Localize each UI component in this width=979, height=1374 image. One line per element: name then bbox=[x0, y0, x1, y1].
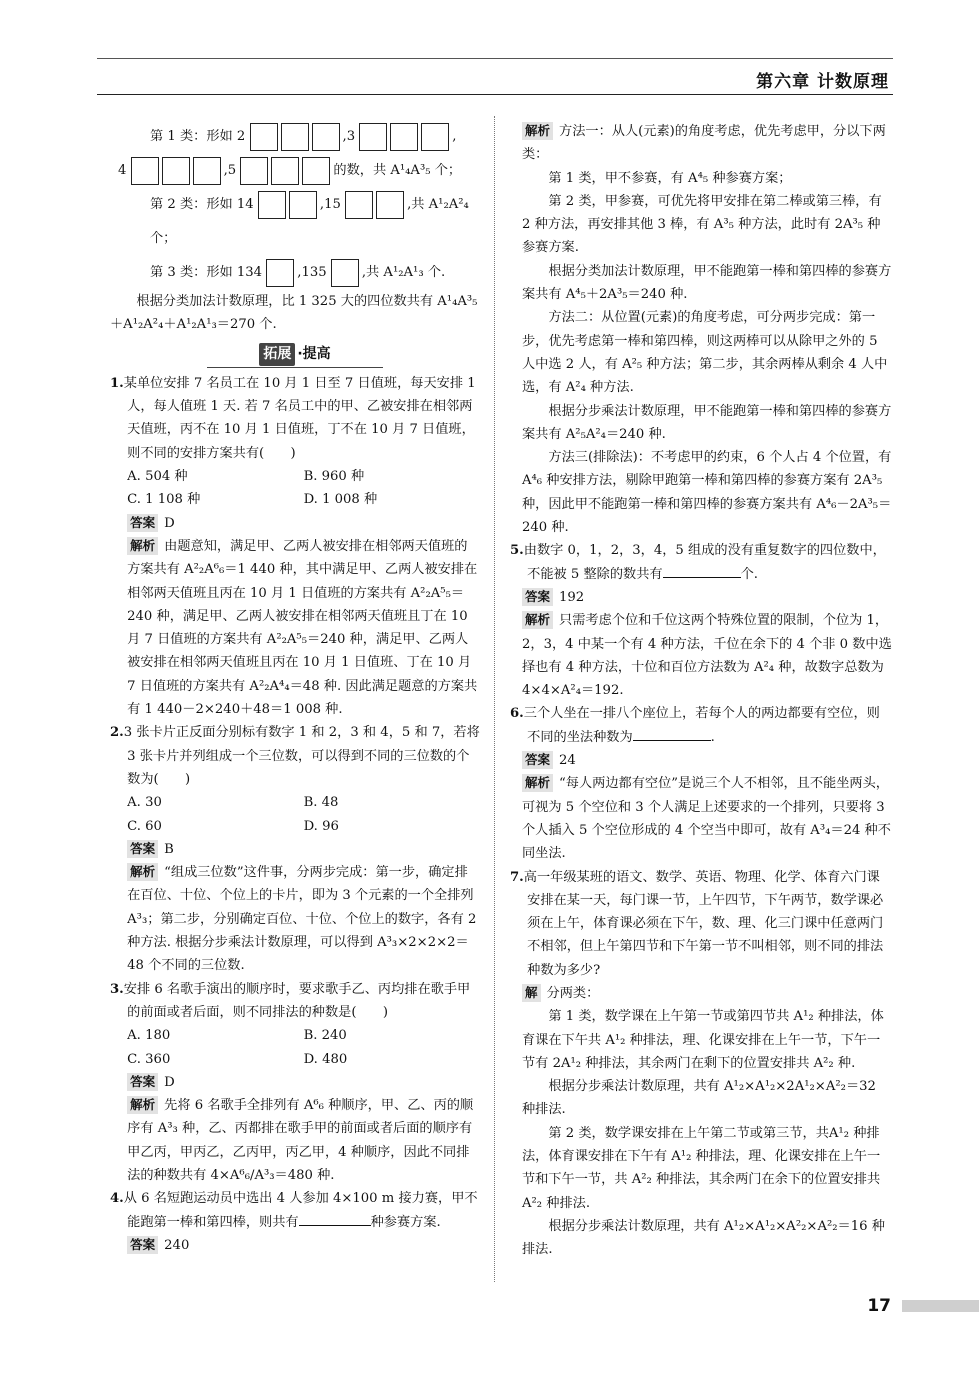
digit-box bbox=[193, 157, 221, 185]
case1-row2 bbox=[110, 154, 480, 188]
header-rule-bottom bbox=[97, 94, 893, 95]
chapter-title: 第六章 计数原理 bbox=[756, 72, 889, 92]
q7-case2-summary: 根据分步乘法计数原理，共有 A¹₂×A¹₂×A²₂×A²₂＝16 种排法. bbox=[522, 1218, 885, 1258]
question-stem: 三个人坐在一排八个座位上，若每个人的两边都要有空位，则不同的坐法种数为 bbox=[523, 706, 880, 745]
page-number: 17 bbox=[867, 1296, 891, 1316]
case3-row bbox=[110, 256, 480, 290]
q7-case1-summary: 根据分步乘法计数原理，共有 A¹₂×A¹₂×2A¹₂×A²₂＝32 种排法. bbox=[522, 1079, 876, 1118]
analysis-tag: 解析 bbox=[127, 1096, 158, 1114]
question-5 bbox=[510, 539, 892, 586]
analysis-text: “组成三位数”这件事，分两步完成：第一步，确定排在百位、十位、个位上的卡片，即为 3 个元素的一个全排列 A³₃；第二步，分别确定百位、十位、个位上的数字，各有 2 种方法. 根据分步乘法计数原理，可以得到 A³₃×2×2×2＝48 个不同的三位数. bbox=[127, 865, 477, 974]
answer-tag: 答案 bbox=[127, 1236, 158, 1254]
q4-m1-summary: 根据分类加法计数原理，甲不能跑第一棒和第四棒的参赛方案共有 A⁴₅＋2A³₅＝240 种. bbox=[522, 263, 892, 303]
digit-box bbox=[390, 123, 418, 151]
q1-options-row1 bbox=[110, 465, 480, 488]
question-6 bbox=[510, 702, 892, 749]
section-heading bbox=[110, 343, 480, 368]
answer-blank bbox=[299, 1225, 371, 1226]
case1-row1 bbox=[110, 120, 480, 154]
case3-text-b: ,135 bbox=[297, 265, 327, 280]
answer-tag: 答案 bbox=[127, 514, 158, 532]
analysis-tag: 解析 bbox=[127, 537, 158, 555]
option-d: D. 480 bbox=[303, 1051, 348, 1067]
case1-text-d: 4 bbox=[118, 163, 127, 178]
case2-text-b: ,15 bbox=[319, 197, 341, 212]
q7-case2: 第 2 类，数学课安排在上午第二节或第三节，共A¹₂ 种排法，体育课安排在下午有 A¹₂ 种排法，理、化课安排在上午一节和下午一节，共 A²₂ 种排法，其余两门在余下的位置安排共 A²₂ 种排法. bbox=[522, 1125, 881, 1211]
question-3 bbox=[110, 978, 480, 1025]
option-a: A. 180 bbox=[127, 1028, 171, 1044]
option-c: C. 360 bbox=[127, 1051, 171, 1067]
q1-options-row2 bbox=[110, 488, 480, 511]
question-1 bbox=[110, 372, 480, 465]
q6-answer bbox=[522, 749, 892, 772]
case1-text-b: ,3 bbox=[342, 129, 356, 144]
question-number: 2. bbox=[110, 725, 124, 741]
q2-analysis bbox=[110, 861, 480, 977]
q6-analysis bbox=[522, 772, 892, 865]
q4-analysis-m1 bbox=[522, 120, 892, 167]
case2-row bbox=[110, 188, 480, 256]
header-rule-top bbox=[97, 58, 893, 59]
case1-text-a: 第 1 类：形如 2 bbox=[150, 129, 246, 144]
option-c: C. 60 bbox=[127, 818, 162, 834]
analysis-tag: 解析 bbox=[522, 122, 553, 140]
q1-answer bbox=[110, 512, 480, 535]
digit-box bbox=[421, 123, 449, 151]
q4-m3: 方法三(排除法)：不考虑甲的约束，6 个人占 4 个位置，有 A⁴₆ 种安排方法，剔除甲跑第一棒和第四棒的参赛方案有 2A³₅ 种，因此甲不能跑第一棒和第四棒的参赛方案共有 A⁴₆－2A³₅＝240 种. bbox=[522, 450, 892, 536]
question-4 bbox=[110, 1187, 480, 1234]
option-d: D. 1 008 种 bbox=[303, 492, 378, 508]
question-number: 3. bbox=[110, 981, 124, 997]
case1-text-c: , bbox=[452, 129, 457, 144]
q1-analysis bbox=[110, 535, 480, 721]
option-a: A. 504 种 bbox=[127, 469, 188, 485]
answer-tag: 答案 bbox=[522, 751, 553, 769]
question-stem: 高一年级某班的语文、数学、英语、物理、化学、体育六门课安排在某一天，每门课一节，上午四节，下午两节，数学课必须在上午，体育课必须在下午，数、理、化三门课中任意两门不相邻，但上午第四节和下午第一节不叫相邻，则不同的排法种数为多少? bbox=[523, 869, 884, 978]
answer-tag: 答案 bbox=[127, 840, 158, 858]
analysis-text: 只需考虑个位和千位这两个特殊位置的限制，个位为 1，2，3，4 中某一个有 4 种方法，千位在余下的 4 个非 0 数中选择也有 4 种方法，十位和百位方法数为 A²₄ 种，故数字总数为 4×4×A²₄＝192. bbox=[522, 613, 892, 699]
digit-box bbox=[345, 191, 373, 219]
column-divider bbox=[494, 116, 495, 1282]
digit-box bbox=[289, 191, 317, 219]
case2-text-a: 第 2 类：形如 14 bbox=[150, 197, 254, 212]
analysis-tag: 解析 bbox=[522, 774, 553, 792]
q2-options-row1 bbox=[110, 791, 480, 814]
answer-value: B bbox=[164, 841, 174, 857]
question-number: 7. bbox=[510, 869, 524, 885]
digit-box bbox=[131, 157, 159, 185]
q4-m1-case2: 第 2 类，甲参赛，可优先将甲安排在第二棒或第三棒，有 2 种方法，再安排其他 3 棒，有 A³₅ 种方法，此时有 2A³₅ 种参赛方案. bbox=[522, 193, 882, 256]
question-number: 1. bbox=[110, 375, 124, 391]
case2-text-c: ,共 A¹₂A²₄ 个； bbox=[150, 197, 469, 246]
q5-answer bbox=[522, 586, 892, 609]
analysis-text: 先将 6 名歌手全排列有 A⁶₆ 种顺序，甲、乙、丙的顺序有 A³₃ 种，乙、丙都排在歌手甲的前面或者后面的顺序有甲乙丙，甲丙乙，乙丙甲，丙乙甲，4 种顺序，因此不同排法的种数共有 4×A⁶₆/A³₃＝480 种. bbox=[127, 1098, 474, 1183]
q2-options-row2 bbox=[110, 815, 480, 838]
right-column bbox=[510, 120, 892, 1262]
digit-box bbox=[240, 157, 268, 185]
digit-box bbox=[250, 123, 278, 151]
answer-value: D bbox=[164, 515, 175, 531]
answer-value: 24 bbox=[559, 753, 576, 769]
question-stem: 某单位安排 7 名员工在 10 月 1 日至 7 日值班，每天安排 1 人，每人值班 1 天. 若 7 名员工中的甲、乙被安排在相邻两天值班，丙不在 10 月 1 日值班，丁不在 10 月 7 日值班，则不同的安排方案共有( ) bbox=[123, 375, 476, 461]
option-d: D. 96 bbox=[303, 818, 339, 834]
q3-answer bbox=[110, 1071, 480, 1094]
answer-tag: 答案 bbox=[522, 588, 553, 606]
q3-options-row2 bbox=[110, 1048, 480, 1071]
digit-box bbox=[271, 157, 299, 185]
q4-m1-case1: 第 1 类，甲不参赛，有 A⁴₅ 种参赛方案； bbox=[548, 170, 792, 186]
option-a: A. 30 bbox=[127, 795, 162, 811]
q7-solution-intro bbox=[522, 982, 892, 1005]
digit-box bbox=[162, 157, 190, 185]
question-stem: 安排 6 名歌手演出的顺序时，要求歌手乙、丙均排在歌手甲的前面或者后面，则不同排法的种数是( ) bbox=[123, 981, 471, 1020]
case3-text-c: ,共 A¹₂A¹₃ 个. bbox=[361, 265, 446, 280]
option-c: C. 1 108 种 bbox=[127, 492, 201, 508]
digit-box bbox=[376, 191, 404, 219]
case1-text-f: 的数，共 A¹₄A³₅ 个； bbox=[333, 163, 462, 178]
answer-value: D bbox=[164, 1074, 175, 1090]
analysis-text: “每人两边都有空位”是说三个人不相邻，且不能坐两头，可视为 5 个空位和 3 个人满足上述要求的一个排列，只要将 3 个人插入 5 个空位形成的 4 个空当中即可，故有 A³₄＝24 种不同坐法. bbox=[522, 776, 891, 862]
solution-tag: 解 bbox=[522, 984, 541, 1002]
question-number: 5. bbox=[510, 543, 524, 559]
digit-box bbox=[266, 259, 294, 287]
left-column bbox=[110, 120, 480, 1257]
analysis-text: 方法一：从人(元素)的角度考虑，优先考虑甲，分以下两类： bbox=[522, 124, 886, 163]
section-chip: 拓展 bbox=[259, 343, 295, 366]
case-summary: 根据分类加法计数原理，比 1 325 大的四位数共有 A¹₄A³₅＋A¹₂A²₄＋A¹₂A¹₃＝270 个. bbox=[110, 294, 478, 333]
question-7 bbox=[510, 866, 892, 982]
analysis-tag: 解析 bbox=[522, 611, 553, 629]
question-stem-end: 种参赛方案. bbox=[370, 1214, 441, 1230]
case3-text-a: 第 3 类：形如 134 bbox=[150, 265, 263, 280]
digit-box bbox=[312, 123, 340, 151]
q4-answer bbox=[110, 1234, 480, 1257]
question-2 bbox=[110, 721, 480, 791]
digit-box bbox=[302, 157, 330, 185]
question-stem: 从 6 名短跑运动员中选出 4 人参加 4×100 m 接力赛，甲不能跑第一棒和第四棒，则共有 bbox=[123, 1191, 478, 1230]
question-stem: 3 张卡片正反面分别标有数字 1 和 2，3 和 4，5 和 7，若将 3 张卡片并列组成一个三位数，可以得到不同的三位数的个数为( ) bbox=[123, 725, 480, 787]
question-number: 4. bbox=[110, 1191, 124, 1207]
solution-text: 分两类： bbox=[546, 985, 600, 1001]
q2-answer bbox=[110, 838, 480, 861]
digit-box bbox=[258, 191, 286, 219]
option-b: B. 960 种 bbox=[303, 469, 365, 485]
answer-blank bbox=[633, 740, 711, 741]
analysis-text: 由题意知，满足甲、乙两人被安排在相邻两天值班的方案共有 A²₂A⁶₆＝1 440 种，其中满足甲、乙两人被安排在相邻两天值班且丙在 10 月 1 日值班的方案共有 A²₂A⁵₅＝240 种，满足甲、乙两人被安排在相邻两天值班且丁在 10 月 7 日值班的方案共有 A²₂A⁵₅＝240 种，满足甲、乙两人被安排在相邻两天值班且丙在 10 月 1 日值班、丁在 10 月 7 日值班的方案共有 A²₂A⁴₄＝48 种. 因此满足题意的方案共有 1 440－2×240＋48＝1 008 种. bbox=[127, 538, 478, 718]
question-stem-end: 个. bbox=[740, 566, 759, 582]
digit-box bbox=[331, 259, 359, 287]
q4-m2-summary: 根据分步乘法计数原理，甲不能跑第一棒和第四棒的参赛方案共有 A²₅A²₄＝240 种. bbox=[522, 403, 892, 442]
answer-value: 192 bbox=[559, 589, 585, 605]
digit-box bbox=[281, 123, 309, 151]
question-number: 6. bbox=[510, 706, 524, 722]
case1-text-e: ,5 bbox=[223, 163, 237, 178]
q4-m2: 方法二：从位置(元素)的角度考虑，可分两步完成：第一步，优先考虑第一棒和第四棒，则这两棒可以从除甲之外的 5 人中选 2 人，有 A²₅ 种方法；第二步，其余两棒从剩余 4 人中选，有 A²₄ 种方法. bbox=[522, 310, 888, 396]
answer-tag: 答案 bbox=[127, 1073, 158, 1091]
answer-value: 240 bbox=[164, 1237, 190, 1253]
option-b: B. 240 bbox=[303, 1028, 347, 1044]
digit-box bbox=[359, 123, 387, 151]
q3-analysis bbox=[110, 1094, 480, 1187]
question-stem-end: . bbox=[710, 729, 715, 745]
q7-case1: 第 1 类，数学课在上午第一节或第四节共 A¹₂ 种排法，体育课在下午共 A¹₂ 种排法，理、化课安排在上午一节，下午一节有 2A¹₂ 种排法，其余两门在剩下的位置安排共 A²₂ 种. bbox=[522, 1009, 884, 1071]
section-title: ·提高 bbox=[297, 345, 331, 362]
question-stem: 由数字 0，1，2，3，4，5 组成的没有重复数字的四位数中，不能被 5 整除的数共有 bbox=[523, 543, 886, 582]
page-number-bar bbox=[902, 1300, 979, 1312]
q5-analysis bbox=[522, 609, 892, 702]
analysis-tag: 解析 bbox=[127, 863, 158, 881]
answer-blank bbox=[663, 577, 741, 578]
q3-options-row1 bbox=[110, 1024, 480, 1047]
option-b: B. 48 bbox=[303, 795, 339, 811]
